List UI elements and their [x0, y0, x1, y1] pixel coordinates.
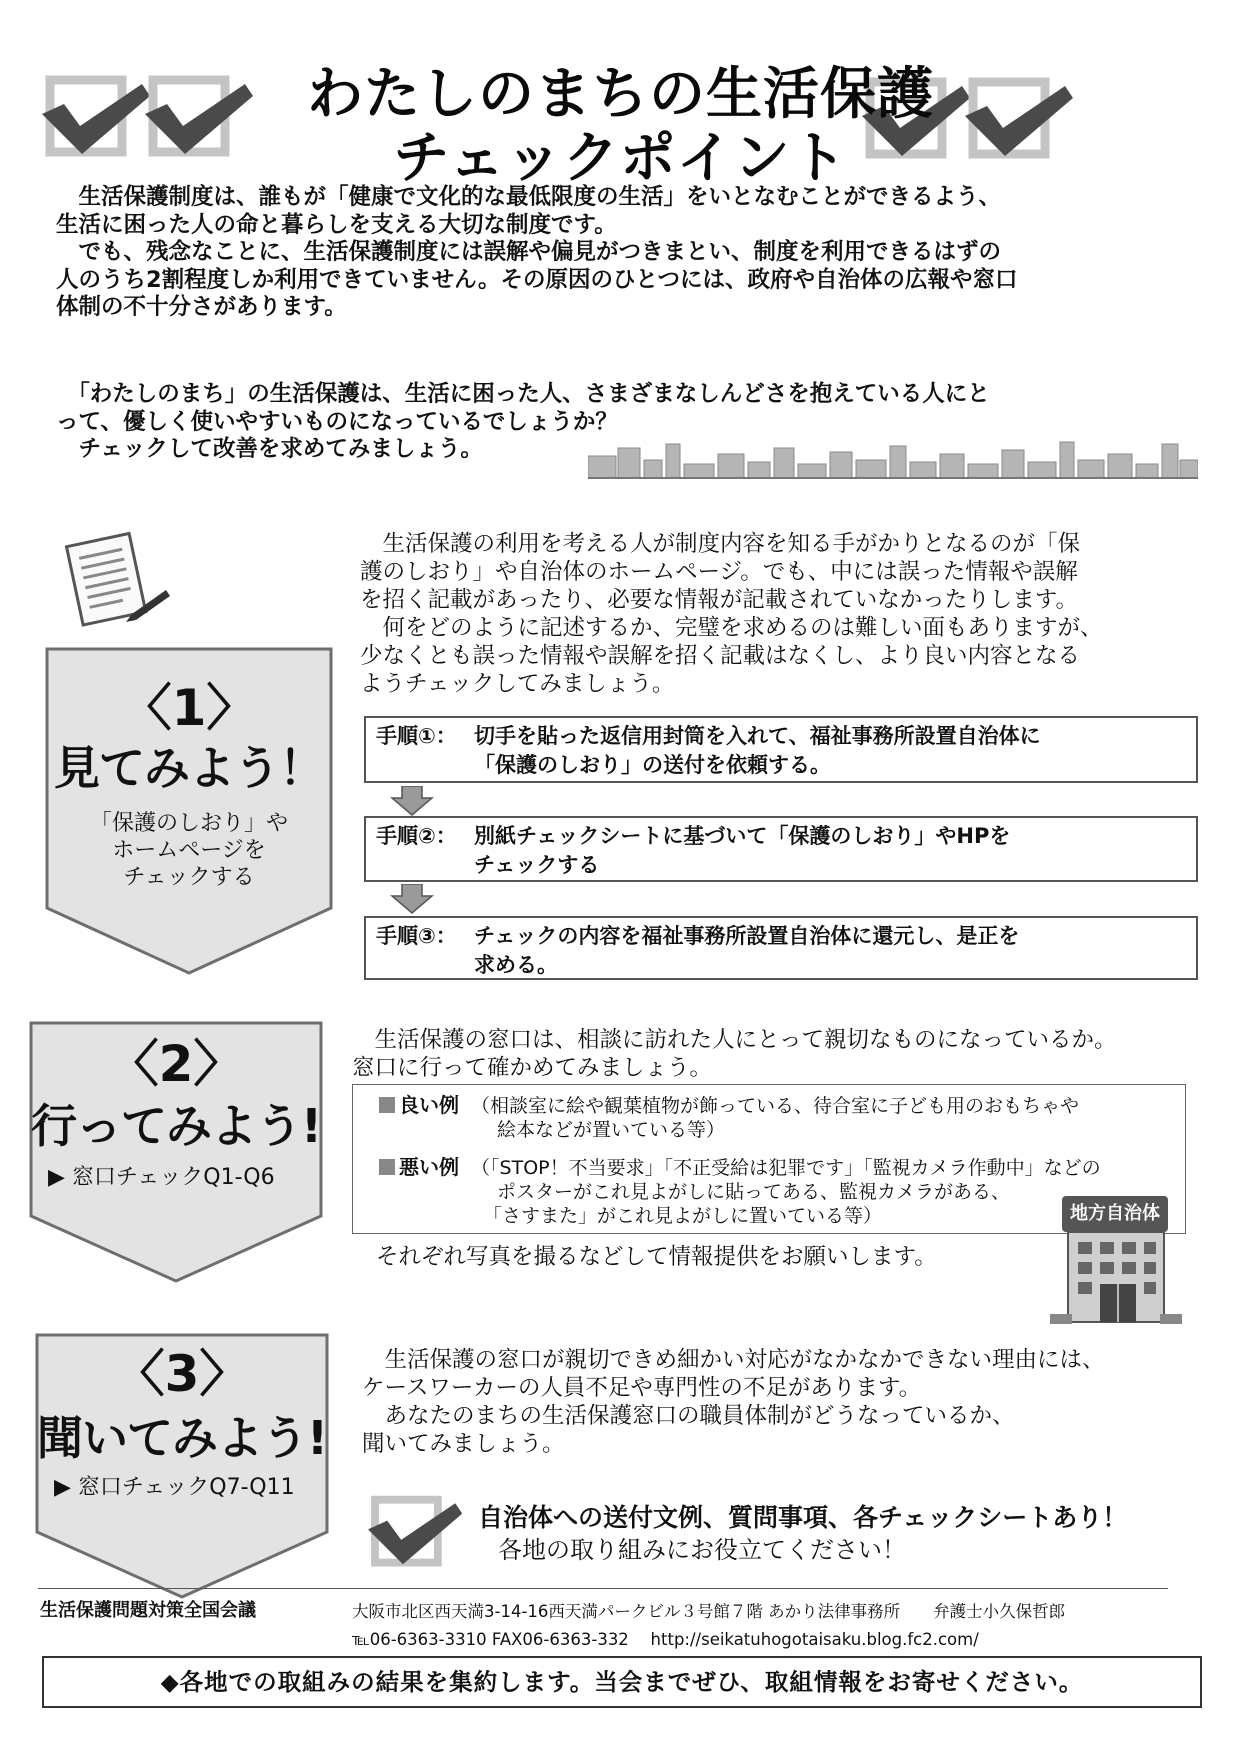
step-text: 「保護のしおり」の送付を依頼する。 [474, 753, 831, 777]
section-subtitle: チェックする [123, 865, 255, 890]
intro-line: 生活に困った人の命と暮らしを支える大切な制度です。 [56, 211, 617, 238]
page-subtitle: チェックポイント [393, 126, 848, 191]
down-arrow-icon [390, 884, 434, 914]
intro-line: 「わたしのまち」の生活保護は、生活に困った人、さまざまなしんどさを抱えている人にと [56, 381, 990, 407]
bad-example-text: ポスターがこれ見よがしに貼ってある、監視カメラがある、 [497, 1181, 1011, 1203]
footer-address: 大阪市北区西天満3-14-16西天満パークビル３号館７階 あかり法律事務所 弁護士小久保哲郎 [352, 1602, 1066, 1621]
bottom-notice: ◆各地での取組みの結果を集約します。当会までぜひ、取組情報をお寄せください。 [42, 1656, 1202, 1708]
bad-example-label: 悪い例 [399, 1155, 459, 1179]
section-badge-3-text [34, 1346, 330, 1501]
step-text: 求める。 [474, 953, 558, 977]
section-subtitle: ▶ 窓口チェックQ7-Q11 [54, 1475, 295, 1500]
intro-line: でも、残念なことに、生活保護制度には誤解や偏見がつきまとい、制度を利用できるはずの [56, 239, 1002, 265]
step-text: 切手を貼った返信用封筒を入れて、福祉事務所設置自治体に [474, 724, 1041, 748]
section-subtitle: 「保護のしおり」や [89, 811, 288, 836]
good-example-label: 良い例 [399, 1093, 459, 1117]
body-line: を招く記載があったり、必要な情報が記載されていなかったりします。 [360, 587, 1078, 613]
document-pen-icon [62, 528, 172, 628]
body-line: あなたのまちの生活保護窓口の職員体制がどうなっているか、 [362, 1403, 1015, 1429]
building-sign: 地方自治体 [1062, 1196, 1168, 1232]
bullet-square-icon [379, 1097, 395, 1113]
city-hall-building-icon [1046, 1196, 1186, 1328]
body-line: 生活保護の窓口が親切できめ細かい対応がなかなかできない理由には、 [362, 1347, 1105, 1373]
intro-line: 人のうち2割程度しか利用できていません。その原因のひとつには、政府や自治体の広報や窓口 [56, 266, 1018, 293]
section-number: 〈1〉 [121, 679, 257, 737]
section-subtitle: ▶ 窓口チェックQ1-Q6 [48, 1165, 275, 1190]
section2-after: それぞれ写真を撮るなどして情報提供をお願いします。 [376, 1244, 937, 1270]
step-box-2 [364, 816, 1198, 882]
body-line: 少なくとも誤った情報や誤解を招く記載はなくし、より良い内容となる [360, 643, 1081, 669]
body-line: 聞いてみましょう。 [362, 1431, 565, 1457]
cityscape-illustration [588, 440, 1198, 480]
bad-example-text: 「さすまた」がこれ見よがしに置いている等） [483, 1205, 883, 1227]
section-title: 見てみよう！ [54, 741, 324, 795]
step-box-1 [364, 716, 1198, 783]
footer-org-name: 生活保護問題対策全国会議 [40, 1600, 256, 1621]
step-text: 別紙チェックシートに基づいて「保護のしおり」やHPを [474, 824, 1011, 848]
section1-body [360, 530, 1210, 698]
body-line: 生活保護の窓口は、相談に訪れた人にとって親切なものになっているか。 [352, 1027, 1117, 1053]
intro-line: 体制の不十分さがあります。 [56, 294, 347, 320]
good-example-text: 絵本などが置いている等） [497, 1119, 726, 1141]
section-title: 聞いてみよう! [37, 1411, 327, 1465]
promo-headline: 自治体への送付文例、質問事項、各チェックシートあり！ [478, 1503, 1128, 1532]
intro-line: 生活保護制度は、誰もが「健康で文化的な最低限度の生活」をいとなむことができるよう、 [56, 184, 1002, 210]
body-line: ようチェックしてみましょう。 [360, 671, 675, 697]
section-title: 行ってみよう! [31, 1099, 321, 1153]
body-line: 窓口に行って確かめてみましょう。 [352, 1055, 713, 1081]
intro-line: って、優しく使いやすいものになっているでしょうか？ [56, 408, 618, 435]
section-number: 〈3〉 [114, 1345, 250, 1403]
good-example-text: （相談室に絵や観葉植物が飾っている、待合室に子ども用のおもちゃや [471, 1095, 1080, 1117]
footer-divider [38, 1588, 1168, 1589]
intro-text [56, 184, 1196, 322]
section-number: 〈2〉 [108, 1035, 244, 1093]
body-line: ケースワーカーの人員不足や専門性の不足があります。 [362, 1375, 922, 1401]
down-arrow-icon [390, 786, 434, 816]
body-line: 生活保護の利用を考える人が制度内容を知る手がかりとなるのが「保 [360, 531, 1081, 557]
step-text: チェックする [474, 853, 600, 877]
bad-example-text: （「STOP！不当要求」「不正受給は犯罪です」「監視カメラ作動中」などの [471, 1157, 1101, 1179]
bullet-square-icon [379, 1159, 395, 1175]
section-badge-1-text [44, 680, 334, 891]
footer-contact: ℡06-6363-3310 FAX06-6363-332 http://seikatuhogotaisaku.blog.fc2.com/ [352, 1630, 979, 1649]
step-label: 手順②： [376, 824, 457, 848]
promo-subline: 各地の取り組みにお役立てください！ [498, 1536, 906, 1564]
step-text: チェックの内容を福祉事務所設置自治体に還元し、是正を [474, 924, 1020, 948]
step-box-3 [364, 916, 1198, 980]
intro-line: チェックして改善を求めてみましょう。 [56, 436, 483, 462]
page-title: わたしのまちの生活保護 [307, 62, 934, 127]
check-mark-icon [368, 1494, 464, 1570]
step-label: 手順③： [376, 924, 457, 948]
section2-body [352, 1026, 1212, 1082]
body-line: 何をどのように記述するか、完璧を求めるのは難しい面もありますが、 [360, 615, 1103, 641]
section3-body [362, 1346, 1212, 1458]
step-label: 手順①： [376, 724, 457, 748]
section-subtitle: ホームページを [112, 838, 266, 863]
section-badge-2-text [28, 1036, 324, 1191]
body-line: 護のしおり」や自治体のホームページ。でも、中には誤った情報や誤解 [360, 559, 1078, 585]
